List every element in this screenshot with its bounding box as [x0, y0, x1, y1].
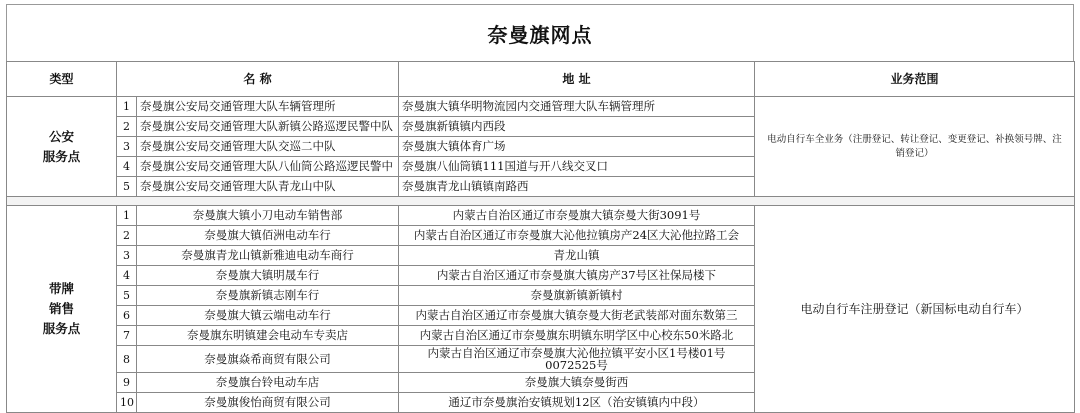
- table-row: [7, 97, 1075, 117]
- page-title: 奈曼旗网点: [6, 4, 1074, 61]
- category-dealers: [7, 206, 117, 413]
- row-address: 奈曼旗新镇新镇村: [399, 286, 755, 306]
- row-number: 7: [117, 326, 137, 346]
- row-address: 内蒙古自治区通辽市奈曼旗大镇房产37号区社保局楼下: [399, 266, 755, 286]
- row-number: 5: [117, 286, 137, 306]
- row-number: 4: [117, 157, 137, 177]
- row-address: 内蒙古自治区通辽市奈曼旗大镇奈曼大街老武装部对面东数第三: [399, 306, 755, 326]
- row-number: 2: [117, 117, 137, 137]
- row-name: 奈曼旗台铃电动车店: [137, 373, 399, 393]
- header-scope: 业务范围: [755, 62, 1075, 97]
- header-type: 类型: [7, 62, 117, 97]
- row-name: 奈曼旗公安局交通管理大队车辆管理所: [137, 97, 399, 117]
- row-address: 内蒙古自治区通辽市奈曼旗东明镇东明学区中心校东50米路北: [399, 326, 755, 346]
- row-number: 3: [117, 137, 137, 157]
- category-public-security: [7, 97, 117, 197]
- scope-dealers: 电动自行车注册登记（新国标电动自行车）: [755, 206, 1075, 413]
- row-name: 奈曼旗焱希商贸有限公司: [137, 346, 399, 373]
- row-address: 奈曼旗大镇奈曼街西: [399, 373, 755, 393]
- table-row: [7, 206, 1075, 226]
- row-name: 奈曼旗新镇志刚车行: [137, 286, 399, 306]
- row-address: 奈曼旗八仙筒镇111国道与开八线交叉口: [399, 157, 755, 177]
- row-address: 通辽市奈曼旗治安镇规划12区（治安镇镇内中段）: [399, 393, 755, 413]
- row-name: 奈曼旗公安局交通管理大队新镇公路巡逻民警中队: [137, 117, 399, 137]
- row-number: 1: [117, 206, 137, 226]
- row-number: 4: [117, 266, 137, 286]
- category-label: 销售: [48, 301, 74, 316]
- header-row: [7, 62, 1075, 97]
- row-number: 3: [117, 246, 137, 266]
- row-name: 奈曼旗俊怡商贸有限公司: [137, 393, 399, 413]
- row-number: 8: [117, 346, 137, 373]
- row-number: 9: [117, 373, 137, 393]
- row-name: 奈曼旗公安局交通管理大队青龙山中队: [137, 177, 399, 197]
- category-label: 带牌: [48, 281, 74, 296]
- row-address: 奈曼旗青龙山镇镇南路西: [399, 177, 755, 197]
- row-name: 奈曼旗大镇佰洲电动车行: [137, 226, 399, 246]
- row-address: 奈曼旗新镇镇内西段: [399, 117, 755, 137]
- row-name: 奈曼旗大镇小刀电动车销售部: [137, 206, 399, 226]
- row-number: 10: [117, 393, 137, 413]
- header-address: 地 址: [399, 62, 755, 97]
- row-name: 奈曼旗大镇明晟车行: [137, 266, 399, 286]
- category-label: 服务点: [42, 321, 81, 336]
- section-separator: [7, 197, 1075, 206]
- row-name: 奈曼旗公安局交通管理大队交巡二中队: [137, 137, 399, 157]
- row-name: 奈曼旗青龙山镇新雅迪电动车商行: [137, 246, 399, 266]
- row-address: 内蒙古自治区通辽市奈曼旗大沁他拉镇房产24区大沁他拉路工会: [399, 226, 755, 246]
- network-table-container: [6, 4, 1074, 409]
- row-address: 奈曼旗大镇体育广场: [399, 137, 755, 157]
- row-name: 奈曼旗公安局交通管理大队八仙筒公路巡逻民警中: [137, 157, 399, 177]
- row-number: 1: [117, 97, 137, 117]
- header-name: 名 称: [117, 62, 399, 97]
- category-label: 公安: [48, 128, 74, 144]
- row-address: 青龙山镇: [399, 246, 755, 266]
- row-number: 6: [117, 306, 137, 326]
- row-address: 内蒙古自治区通辽市奈曼旗大沁他拉镇平安小区1号楼01号0072525号: [399, 346, 755, 373]
- network-table: [6, 61, 1075, 413]
- row-address: 内蒙古自治区通辽市奈曼旗大镇奈曼大街3091号: [399, 206, 755, 226]
- scope-public-security: 电动自行车全业务（注册登记、转让登记、变更登记、补换领号牌、注销登记）: [755, 97, 1075, 197]
- category-label: 服务点: [42, 148, 81, 164]
- row-address: 奈曼旗大镇华明物流园内交通管理大队车辆管理所: [399, 97, 755, 117]
- row-name: 奈曼旗大镇云端电动车行: [137, 306, 399, 326]
- row-number: 5: [117, 177, 137, 197]
- row-number: 2: [117, 226, 137, 246]
- row-name: 奈曼旗东明镇建会电动车专卖店: [137, 326, 399, 346]
